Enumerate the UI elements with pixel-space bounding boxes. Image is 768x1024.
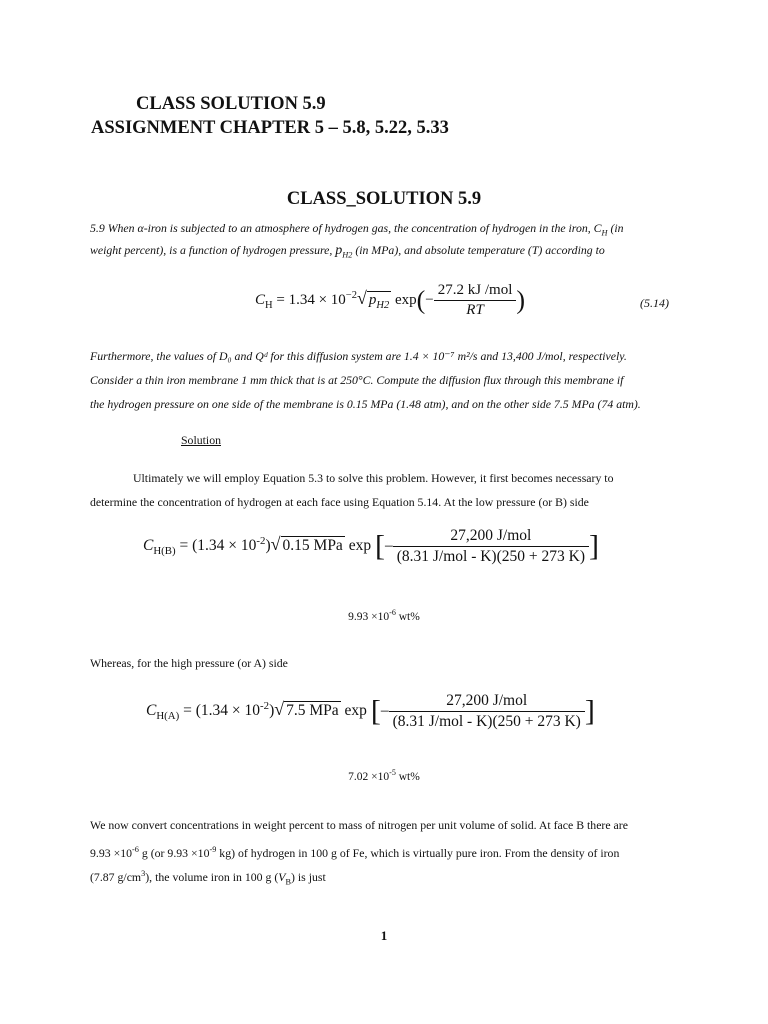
header-line-1: CLASS SOLUTION 5.9	[136, 94, 326, 114]
convert-line-3: (7.87 $g/cm^3$), the volume iron in 100 g $(V_B)$ is just	[90, 869, 326, 887]
solution-label: Solution	[181, 433, 221, 447]
furthermore-line-1: Furthermore, the values of D₀ and Qᵈ for this diffusion system are 1.4 × 10⁻⁷ m²/s and 13,400 J/mol, respectively.	[90, 349, 627, 363]
body-line-2: determine the concentration of hydrogen at each face using Equation 5.14. At the low pressure (or B) side	[90, 495, 589, 509]
equation-face-a: $C_{H(A)} = (1.34 \times 10^{-2})√$ 7.5 MPa exp [– $\frac{\text{27,200 J/mol}}{\text{(8.31 J/mol - K)(250 + 273 K)}}$ ]	[146, 692, 595, 730]
whereas-line: Whereas, for the high pressure (or A) side	[90, 656, 288, 670]
result-face-a: $7.02 \times 10^{-5}$ wt%	[348, 768, 420, 783]
problem-line-1: 5.9 When α-iron is subjected to an atmosphere of hydrogen gas, the concentration of hydrogen in the iron, $C_H$ (in	[90, 221, 624, 238]
body-line-1: Ultimately we will employ Equation 5.3 to solve this problem. However, it first becomes necessary to	[133, 471, 614, 485]
section-title: CLASS_SOLUTION 5.9	[286, 189, 482, 209]
equation-face-b: $C_{H(B)} = (1.34 \times 10^{-2})√$ 0.15 MPa exp [– $\frac{\text{27,200 J/mol}}{\text{(8.31 J/mol - K)(250 + 273 K)}}$ ]	[143, 527, 599, 565]
furthermore-line-2: Consider a thin iron membrane 1 mm thick that is at 250°C. Compute the diffusion flux through this membrane if	[90, 373, 624, 387]
result-face-b: $9.93 \times 10^{-6}$ wt%	[348, 608, 420, 623]
problem-line-2: weight percent), is a function of hydrogen pressure, $p_{H2}$ (in MPa), and absolute temperature (T) according to	[90, 243, 605, 260]
header-line-2: ASSIGNMENT CHAPTER 5 – 5.8, 5.22, 5.33	[91, 118, 449, 138]
equation-5-14: $C_H = 1.34 \times 10^{-2}√$ $p_{H2}$ exp(− $\frac{\text{27.2 kJ /mol}}{RT}$ )	[255, 282, 526, 318]
equation-label-5-14: (5.14)	[640, 296, 669, 310]
convert-line-1: We now convert concentrations in weight percent to mass of nitrogen per unit volume of solid. At face B there are	[90, 818, 628, 832]
convert-line-2: $9.93 \times 10^{-6}$ g (or $9.93 \times 10^{-9}$ kg) of hydrogen in 100 g of Fe, which is virtually pure iron. From the density of iron	[90, 845, 620, 860]
page-number: 1	[380, 928, 388, 943]
furthermore-line-3: the hydrogen pressure on one side of the membrane is 0.15 MPa (1.48 atm), and on the other side 7.5 MPa (74 atm).	[90, 397, 641, 411]
